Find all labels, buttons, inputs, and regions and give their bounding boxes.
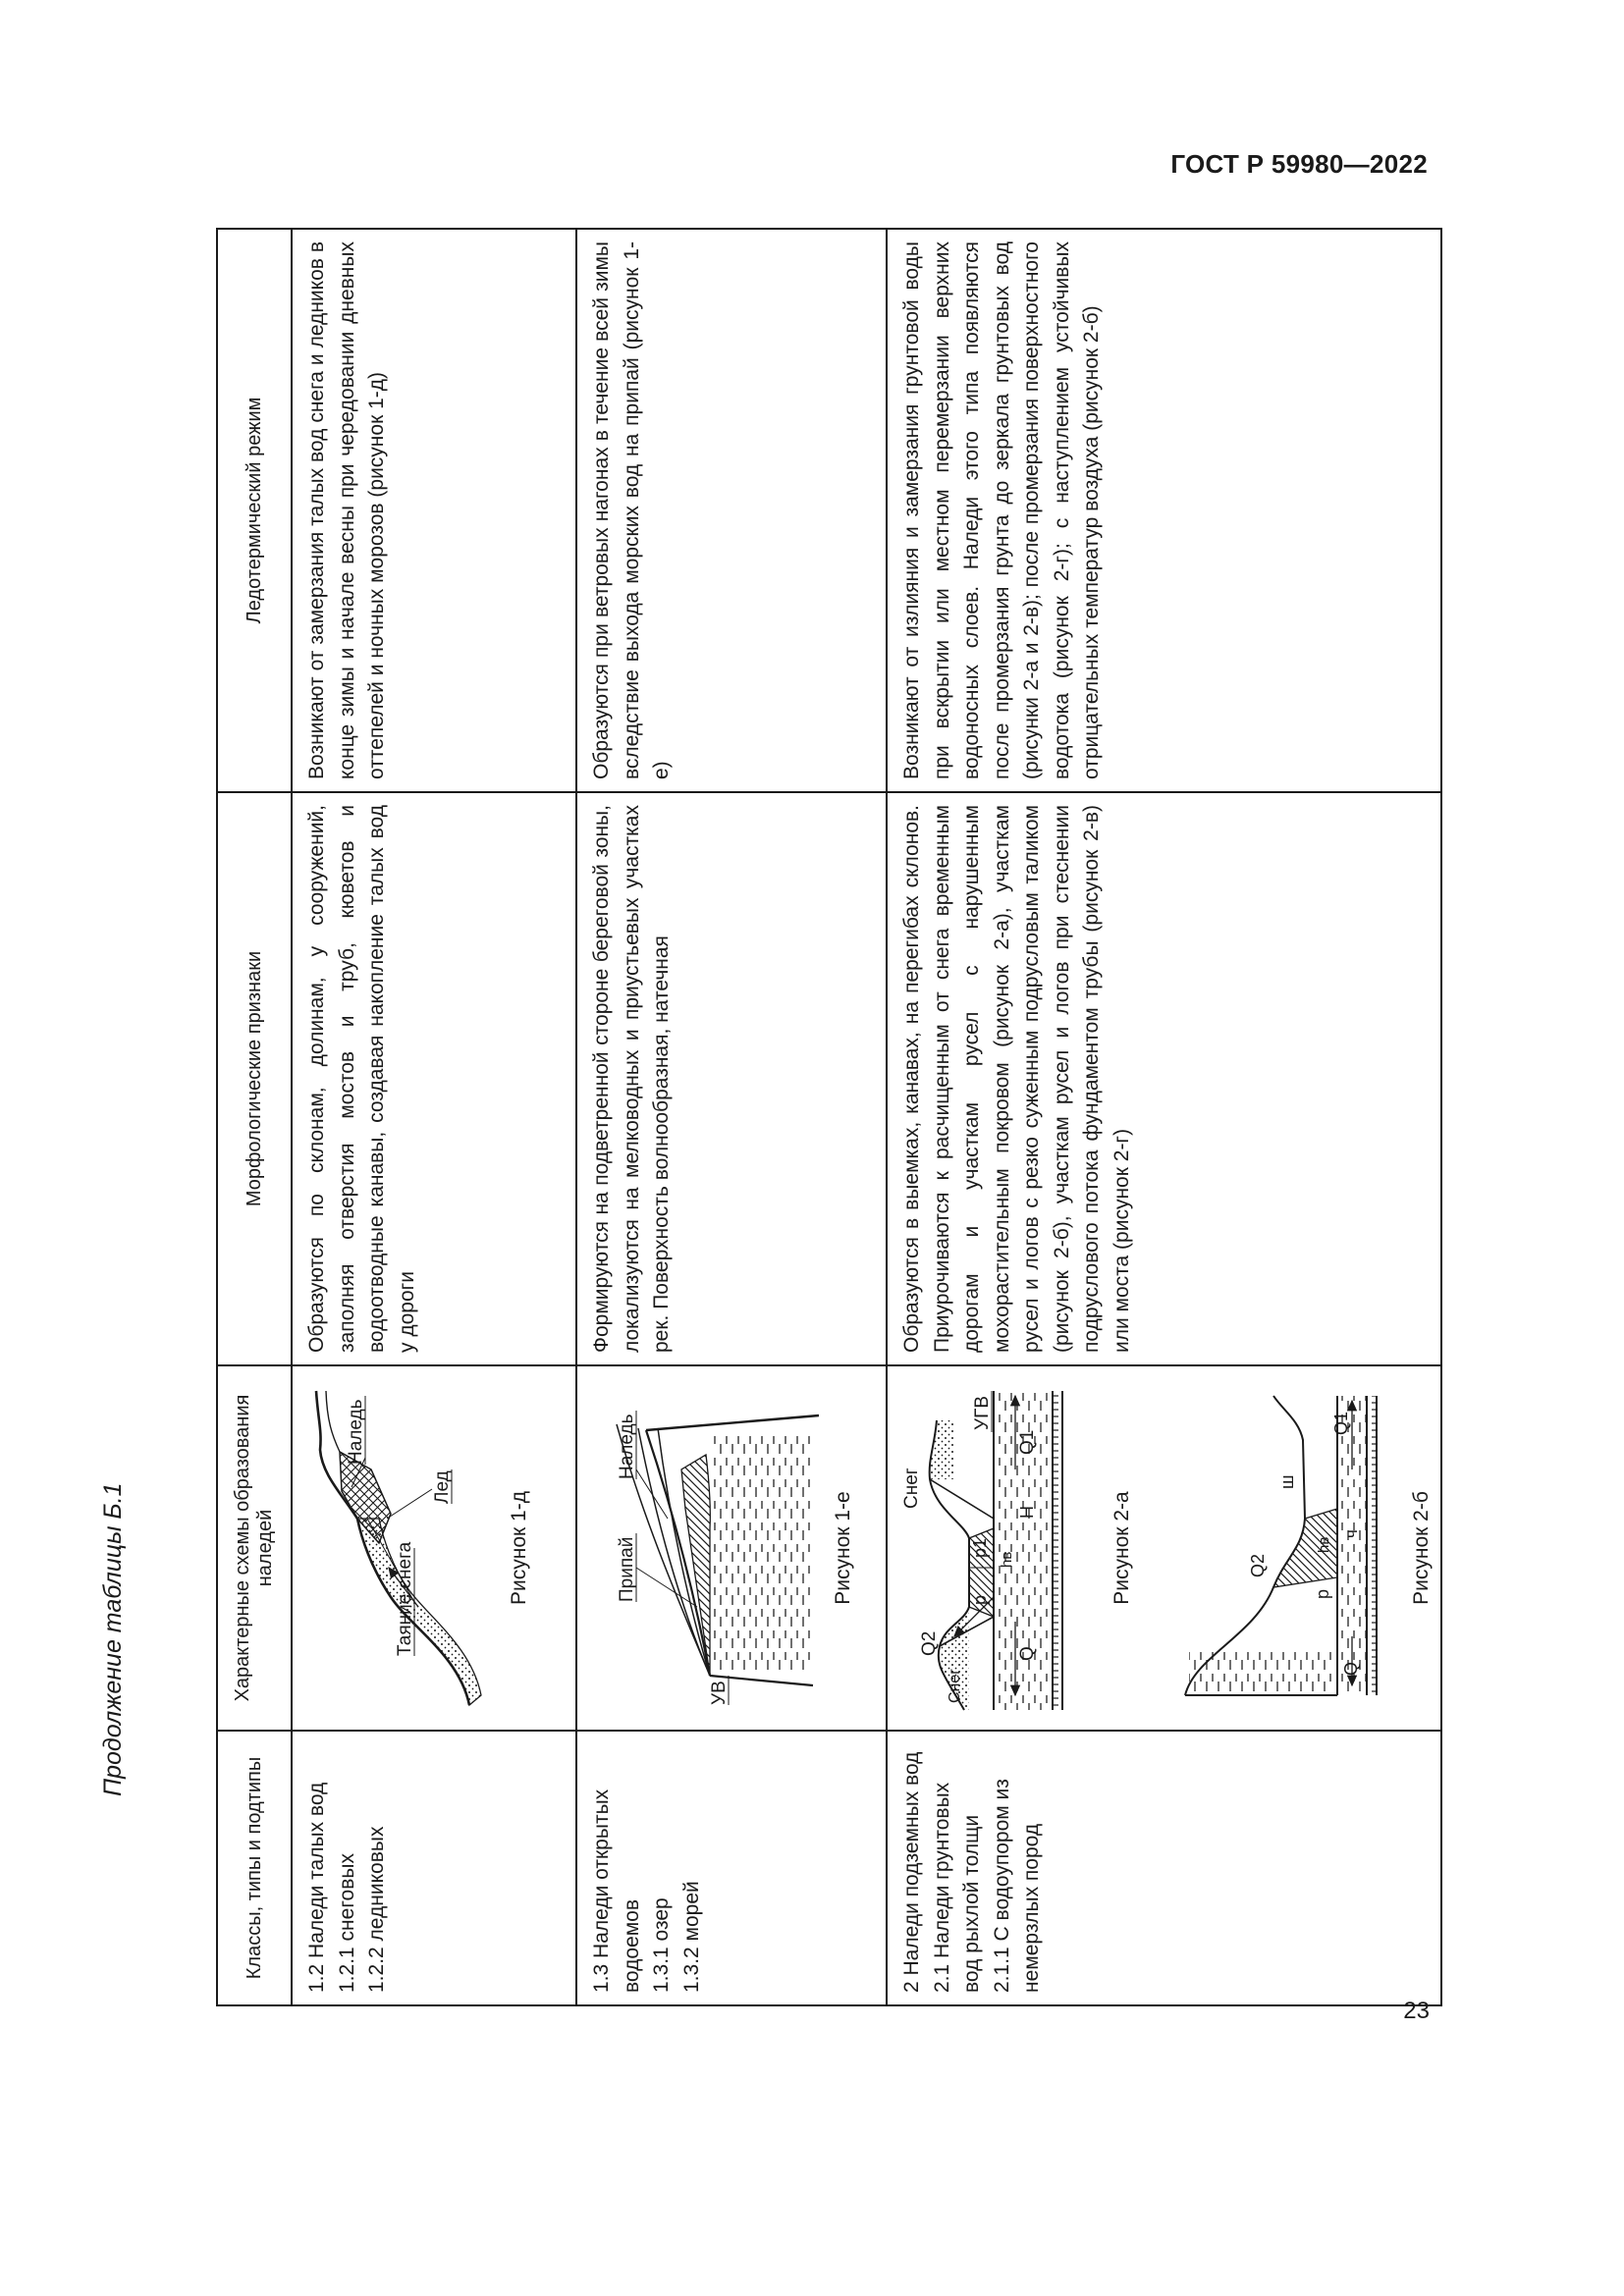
label-uv: УВ [709,1681,730,1705]
row-regime: Возникают от излияния и замерзания грунтовой воды при вскрытии или местном перемерзании верхних водоносных слоев. Наледи этого типа появляются после промерзания грунта до зеркала грунтовых вод (рисунки 2-а и 2-в); после промерзания поверхностного водотока (рисунок 2-г); с наступлением устойчивых отрицательных температур воздуха (рисунок 2-б) [887,229,1441,792]
table-header-row [217,229,292,2005]
row-classes [576,1731,887,2005]
row-figures [292,1365,576,1731]
label-sh: ш [1276,1474,1297,1489]
class-line: 2.1.1 С водоупором из немерзлых пород [990,1779,1043,1993]
naled-classification-table [216,228,1442,2006]
label-q: Q [1340,1661,1361,1676]
label-q1: Q1 [1017,1429,1038,1455]
figure-caption: Рисунок 1-д [508,1491,530,1605]
row-figures [887,1365,1441,1731]
figure-caption: Рисунок 2-б [1409,1491,1433,1605]
header-schemes: Характерные схемы образования наледей [217,1365,292,1731]
class-line: 1.3 Наледи открытых водоемов [590,1789,643,1993]
row-classes [292,1731,576,2005]
rotated-table-container [216,230,1442,2006]
row-morphology: Образуются в выемках, канавах, на перегибах склонов. Приурочиваются к расчищенным от снега временным дорогам и участкам русел с нарушенным мохорастительным покровом (рисунок 2-а), участкам русел и логов с резко суженным подрусловым таликом (рисунок 2-б), участкам русел и логов при стеснении подруслового потока фундаментом трубы (рисунок 2-в) или моста (рисунок 2-г) [887,792,1441,1365]
label-q2: Q2 [1247,1553,1268,1577]
label-ice: Лед [432,1470,453,1504]
header-regime: Ледотермический режим [217,229,292,792]
table-row [292,229,576,2005]
figure-1d [298,1370,535,1726]
row-morphology: Формируются на подветренной стороне береговой зоны, локализуются на мелководных и приустьевых участках рек. Поверхность волнообразная, натечная [576,792,887,1365]
row-figures [576,1365,887,1731]
table-row [887,229,1441,2005]
class-line: 1.2.1 снеговых [335,1853,358,1993]
label-hw: hв [1315,1536,1332,1553]
header-classes: Классы, типы и подтипы [217,1731,292,2005]
label-naled: Наледь [346,1399,366,1465]
label-q2: Q2 [919,1630,940,1656]
label-q: Q [1017,1646,1038,1661]
figure-2b [1152,1370,1437,1726]
figure-1e-drawing [587,1381,823,1715]
figure-caption: Рисунок 2-а [1110,1491,1133,1605]
row-regime: Возникают от замерзания талых вод снега и ледников в конце зимы и начале весны при чередовании дневных оттепелей и ночных морозов (рисунок 1-д) [292,229,576,792]
figure-2a-drawing [895,1381,1102,1715]
class-line: 1.3.2 морей [679,1881,703,1993]
label-snow-small: Снег [947,1668,963,1703]
label-p1: p1 [970,1537,990,1558]
row-classes [887,1731,1441,2005]
label-p: p [1312,1588,1332,1599]
label-ch: ч [1341,1529,1361,1538]
class-line: 2 Наледи подземных вод [900,1751,923,1993]
figure-1d-drawing [302,1381,499,1715]
document-code: ГОСТ Р 59980—2022 [1170,149,1428,179]
table-row [576,229,887,2005]
label-ugv: УГВ [972,1395,993,1430]
label-melt: Таяние снега [395,1541,415,1656]
class-line: 2.1 Наледи грунтовых вод рыхлой толщи [930,1782,983,1993]
label-pripai: Припай [617,1536,637,1602]
header-morphology: Морфологические признаки [217,792,292,1365]
figure-1e [583,1370,859,1726]
class-line: 1.2 Наледи талых вод [305,1782,328,1993]
label-hw: hв [999,1551,1015,1568]
row-regime: Образуются при ветровых нагонах в течение всей зимы вследствие выхода морских вод на припай (рисунок 1-е) [576,229,887,792]
figure-caption: Рисунок 1-е [832,1491,854,1605]
figure-2b-drawing [1156,1381,1401,1715]
label-q1: Q1 [1330,1411,1351,1435]
row-morphology: Образуются по склонам, долинам, у сооружений, заполняя отверстия мостов и труб, кюветов и водоотводные канавы, создавая накопление талых вод у дороги [292,792,576,1365]
label-naled: Наледь [617,1414,637,1479]
class-line: 1.3.1 озер [650,1897,673,1993]
table-continuation-label: Продолжение таблицы Б.1 [99,1482,127,1796]
label-p: p [970,1594,990,1605]
label-h: H [1017,1506,1037,1519]
page-number: 23 [1403,1998,1430,2024]
class-line: 1.2.2 ледниковых [365,1826,388,1993]
figure-2a [892,1370,1138,1726]
label-snow: Снег [901,1468,922,1509]
